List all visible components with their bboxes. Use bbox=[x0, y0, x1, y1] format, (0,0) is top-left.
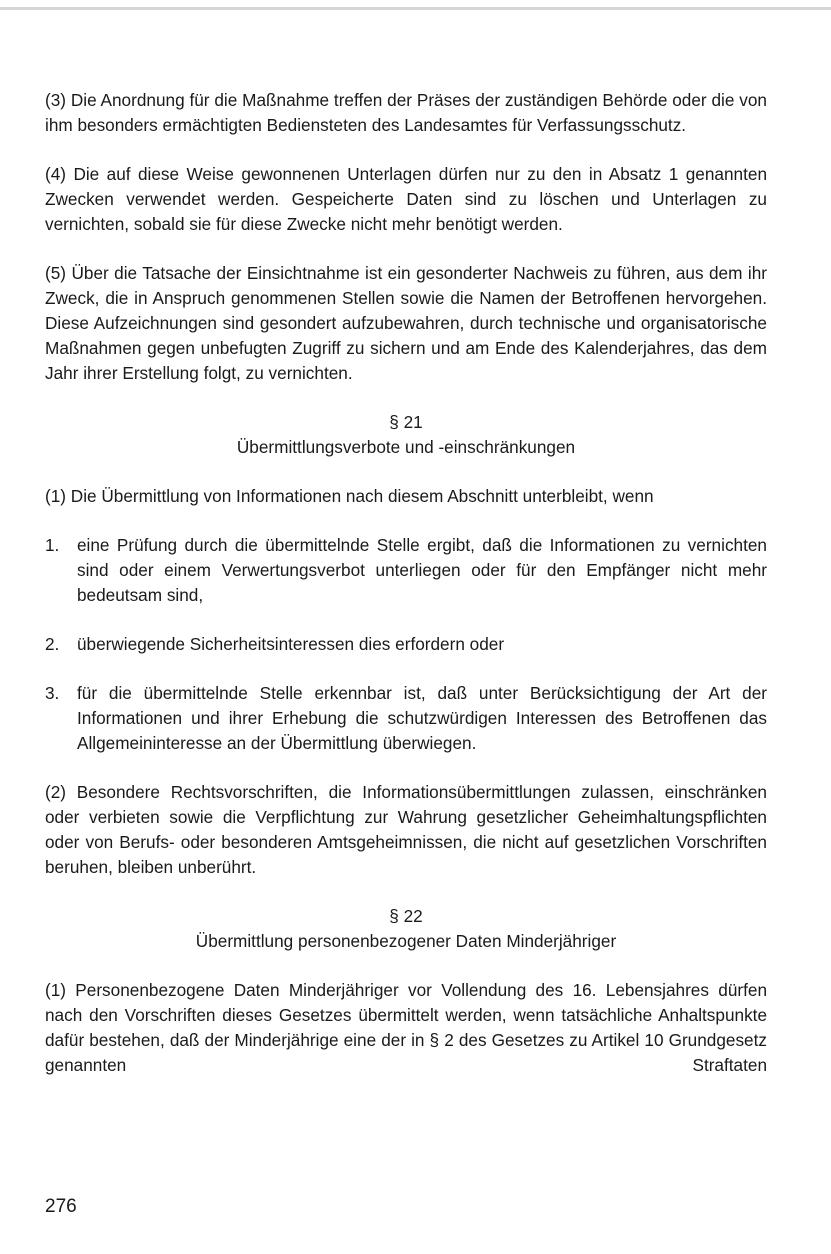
list-item-number: 1. bbox=[45, 535, 60, 555]
list-item bbox=[45, 632, 767, 657]
section-21-number: § 21 bbox=[389, 412, 423, 432]
section-22-number: § 22 bbox=[389, 906, 423, 926]
list-item-number: 2. bbox=[45, 634, 60, 654]
section-22-paragraph-1: (1) Personenbezogene Daten Minderjähriger vor Vollendung des 16. Lebensjahres dürfen nach den Vorschriften dieses Gesetzes übermittelt werden, wenn tatsächliche Anhaltspunkte dafür bestehen, daß der Minderjährige eine der in § 2 des Gesetzes zu Artikel 10 Grundgesetz genannten Straftaten bbox=[45, 980, 767, 1075]
paragraph-3: (3) Die Anordnung für die Maßnahme treffen der Präses der zuständigen Behörde oder die von ihm besonders ermächtigten Bediensteten des Landesamtes für Verfassungsschutz. bbox=[45, 90, 767, 135]
list-item-text: eine Prüfung durch die übermittelnde Stelle ergibt, daß die Informationen zu vernichten sind oder einem Verwertungsverbot unterliegen oder für den Empfänger nicht mehr bedeutsam sind, bbox=[77, 535, 767, 605]
paragraph-4: (4) Die auf diese Weise gewonnenen Unterlagen dürfen nur zu den in Absatz 1 genannten Zwecken verwendet werden. Gespeicherte Daten sind zu löschen und Unterlagen zu vernichten, sobald sie für diese Zwecke nicht mehr benötigt werden. bbox=[45, 164, 767, 234]
list-item-text: für die übermittelnde Stelle erkennbar ist, daß unter Berücksichtigung der Art der Informationen und ihrer Erhebung die schutzwürdigen Interessen des Betroffenen das Allgemeininteresse an der Übermittlung überwiegen. bbox=[77, 683, 767, 753]
page-number: 276 bbox=[45, 1196, 77, 1217]
list-item-text: überwiegende Sicherheitsinteressen dies erfordern oder bbox=[77, 634, 505, 654]
section-21-list bbox=[45, 533, 767, 756]
section-21-title: Übermittlungsverbote und -einschränkungen bbox=[236, 437, 576, 457]
section-21-intro: (1) Die Übermittlung von Informationen nach diesem Abschnitt unterbleibt, wenn bbox=[45, 486, 654, 506]
paragraph-5: (5) Über die Tatsache der Einsichtnahme ist ein gesonderter Nachweis zu führen, aus dem ihr Zweck, die in Anspruch genommenen Stellen sowie die Namen der Betroffenen hervorgehen. Diese Aufzeichnungen sind gesondert aufzubewahren, durch technische und organisatorische Maßnahmen gegen unbefugten Zugriff zu sichern und am Ende des Kalenderjahres, das dem Jahr ihrer Erstellung folgt, zu vernichten. bbox=[45, 263, 767, 383]
scan-top-edge bbox=[0, 7, 831, 10]
document-page bbox=[45, 88, 767, 1078]
list-item-number: 3. bbox=[45, 683, 60, 703]
list-item bbox=[45, 533, 767, 608]
list-item bbox=[45, 681, 767, 756]
section-22-title: Übermittlung personenbezogener Daten Minderjähriger bbox=[195, 931, 617, 951]
section-21-paragraph-2: (2) Besondere Rechtsvorschriften, die Informationsübermittlungen zulassen, einschränken oder verbieten sowie die Verpflichtung zur Wahrung gesetzlicher Geheimhaltungspflichten oder von Berufs- oder besonderen Amtsgeheimnissen, die nicht auf gesetzlichen Vorschriften beruhen, bleiben unberührt. bbox=[45, 782, 767, 877]
